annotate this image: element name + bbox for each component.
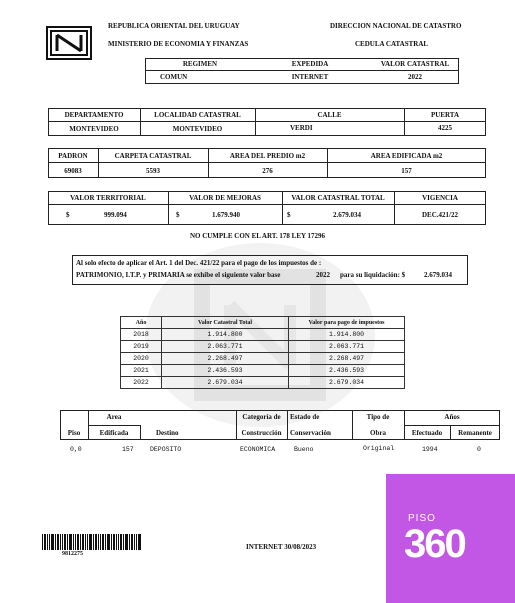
tax-base-amount: 2.679.034 xyxy=(424,271,452,279)
header-direction: DIRECCION NACIONAL DE CATASTRO xyxy=(330,22,462,30)
barcode-number: 9812275 xyxy=(62,551,83,557)
piso360-promo-overlay[interactable] xyxy=(386,474,515,603)
valor-mejoras-label: VALOR DE MEJORAS xyxy=(189,194,261,202)
history-tax: 2.268.497 xyxy=(289,353,405,365)
tax-base-year: 2022 xyxy=(316,271,330,279)
header-conservacion: Conservación xyxy=(290,429,331,437)
catastro-logo-icon xyxy=(46,26,92,60)
promo-brand-top: PISO xyxy=(408,513,436,524)
history-col-year: Año xyxy=(121,317,162,329)
currency-sign-territorial: $ xyxy=(66,211,70,219)
header-construccion: Construcción xyxy=(241,429,282,437)
history-total: 2.063.771 xyxy=(162,341,289,353)
carpeta-label: CARPETA CATASTRAL xyxy=(114,152,192,160)
table-row xyxy=(121,329,405,341)
expedida-value: INTERNET xyxy=(291,73,329,81)
history-tax: 2.063.771 xyxy=(289,341,405,353)
valor-catastral-year: 2022 xyxy=(408,73,422,81)
history-tax: 1.914.800 xyxy=(289,329,405,341)
row-categoria: ECONOMICA xyxy=(240,446,276,453)
tax-base-line1: Al solo efecto de aplicar el Art. 1 del Dec. 421/22 para el pago de los impuestos de : xyxy=(76,259,322,267)
header-anos: Años xyxy=(444,413,460,421)
table-row xyxy=(121,341,405,353)
calle-value: VERDI xyxy=(290,124,313,132)
valor-territorial-label: VALOR TERRITORIAL xyxy=(70,194,146,202)
header-republic: REPUBLICA ORIENTAL DEL URUGUAY xyxy=(108,22,240,30)
row-remanente: 0 xyxy=(477,446,481,453)
header-piso: Piso xyxy=(67,429,81,437)
header-tipo: Tipo de xyxy=(366,413,390,421)
history-total: 2.268.497 xyxy=(162,353,289,365)
carpeta-value: 5593 xyxy=(146,167,160,175)
row-area: 157 xyxy=(122,446,134,453)
history-year: 2021 xyxy=(121,365,162,377)
history-header-row xyxy=(121,317,405,329)
history-tax: 2.679.034 xyxy=(289,377,405,389)
localidad-label: LOCALIDAD CATASTRAL xyxy=(154,111,241,119)
departamento-label: DEPARTAMENTO xyxy=(64,111,124,119)
puerta-label: PUERTA xyxy=(430,111,459,119)
regimen-value: COMUN xyxy=(160,73,188,81)
area-edificada-value: 157 xyxy=(401,167,412,175)
puerta-value: 4225 xyxy=(438,124,452,132)
tax-base-tail: para su liquidación: $ xyxy=(340,271,406,279)
padron-value: 69083 xyxy=(64,167,82,175)
header-destino: Destino xyxy=(156,429,179,437)
promo-brand-bottom: 360 xyxy=(404,522,465,566)
table-row xyxy=(121,377,405,389)
history-total: 2.436.593 xyxy=(162,365,289,377)
tax-base-line2: PATRIMONIO, I.T.P. y PRIMARIA se exhibe el siguiente valor base xyxy=(76,271,281,279)
history-col-total: Valor Catastral Total xyxy=(162,317,289,329)
currency-sign-total: $ xyxy=(287,211,291,219)
valor-mejoras-value: 1.679.940 xyxy=(212,211,240,219)
header-area: Area xyxy=(106,413,122,421)
header-categoria: Categoría de xyxy=(242,413,281,421)
expedida-label: EXPEDIDA xyxy=(291,60,329,68)
valor-territorial-value: 999.094 xyxy=(104,211,127,219)
calle-label: CALLE xyxy=(317,111,342,119)
row-tipo: Original xyxy=(363,445,395,452)
row-estado: Bueno xyxy=(294,446,314,453)
padron-label: PADRON xyxy=(58,152,88,160)
area-predio-label: AREA DEL PREDIO m2 xyxy=(229,152,306,160)
vigencia-value: DEC.421/22 xyxy=(422,211,458,219)
vigencia-label: VIGENCIA xyxy=(422,194,458,202)
issued-date: INTERNET 30/08/2023 xyxy=(246,543,317,551)
history-total: 1.914.800 xyxy=(162,329,289,341)
currency-sign-mejoras: $ xyxy=(176,211,180,219)
header-edificada: Edificada xyxy=(99,429,129,437)
table-row xyxy=(121,353,405,365)
history-tax: 2.436.593 xyxy=(289,365,405,377)
compliance-notice: NO CUMPLE CON EL ART. 178 LEY 17296 xyxy=(189,232,326,240)
header-obra: Obra xyxy=(370,429,386,437)
row-piso: 0,0 xyxy=(70,446,82,453)
area-edificada-label: AREA EDIFICADA m2 xyxy=(370,152,443,160)
value-history-table xyxy=(120,316,405,389)
history-year: 2020 xyxy=(121,353,162,365)
header-estado: Estado de xyxy=(290,413,320,421)
valor-catastral-total-label: VALOR CATASTRAL TOTAL xyxy=(291,194,385,202)
history-col-tax: Valor para pago de impuestos xyxy=(289,317,405,329)
valor-catastral-label: VALOR CATASTRAL xyxy=(380,60,450,68)
header-ministry: MINISTERIO DE ECONOMIA Y FINANZAS xyxy=(108,40,249,48)
localidad-value: MONTEVIDEO xyxy=(172,125,223,133)
table-row xyxy=(121,365,405,377)
header-remanente: Remanente xyxy=(458,429,492,437)
header-efectuado: Efectuado xyxy=(411,429,443,437)
history-year: 2022 xyxy=(121,377,162,389)
row-efectuado: 1994 xyxy=(422,446,438,453)
row-destino: DEPOSITO xyxy=(150,446,182,453)
departamento-value: MONTEVIDEO xyxy=(69,125,119,133)
regimen-label: REGIMEN xyxy=(182,60,218,68)
history-total: 2.679.034 xyxy=(162,377,289,389)
valor-catastral-total-value: 2.679.034 xyxy=(333,211,361,219)
area-predio-value: 276 xyxy=(262,167,273,175)
barcode-icon xyxy=(42,534,142,550)
history-year: 2018 xyxy=(121,329,162,341)
header-doc-type: CEDULA CATASTRAL xyxy=(355,40,429,48)
history-year: 2019 xyxy=(121,341,162,353)
